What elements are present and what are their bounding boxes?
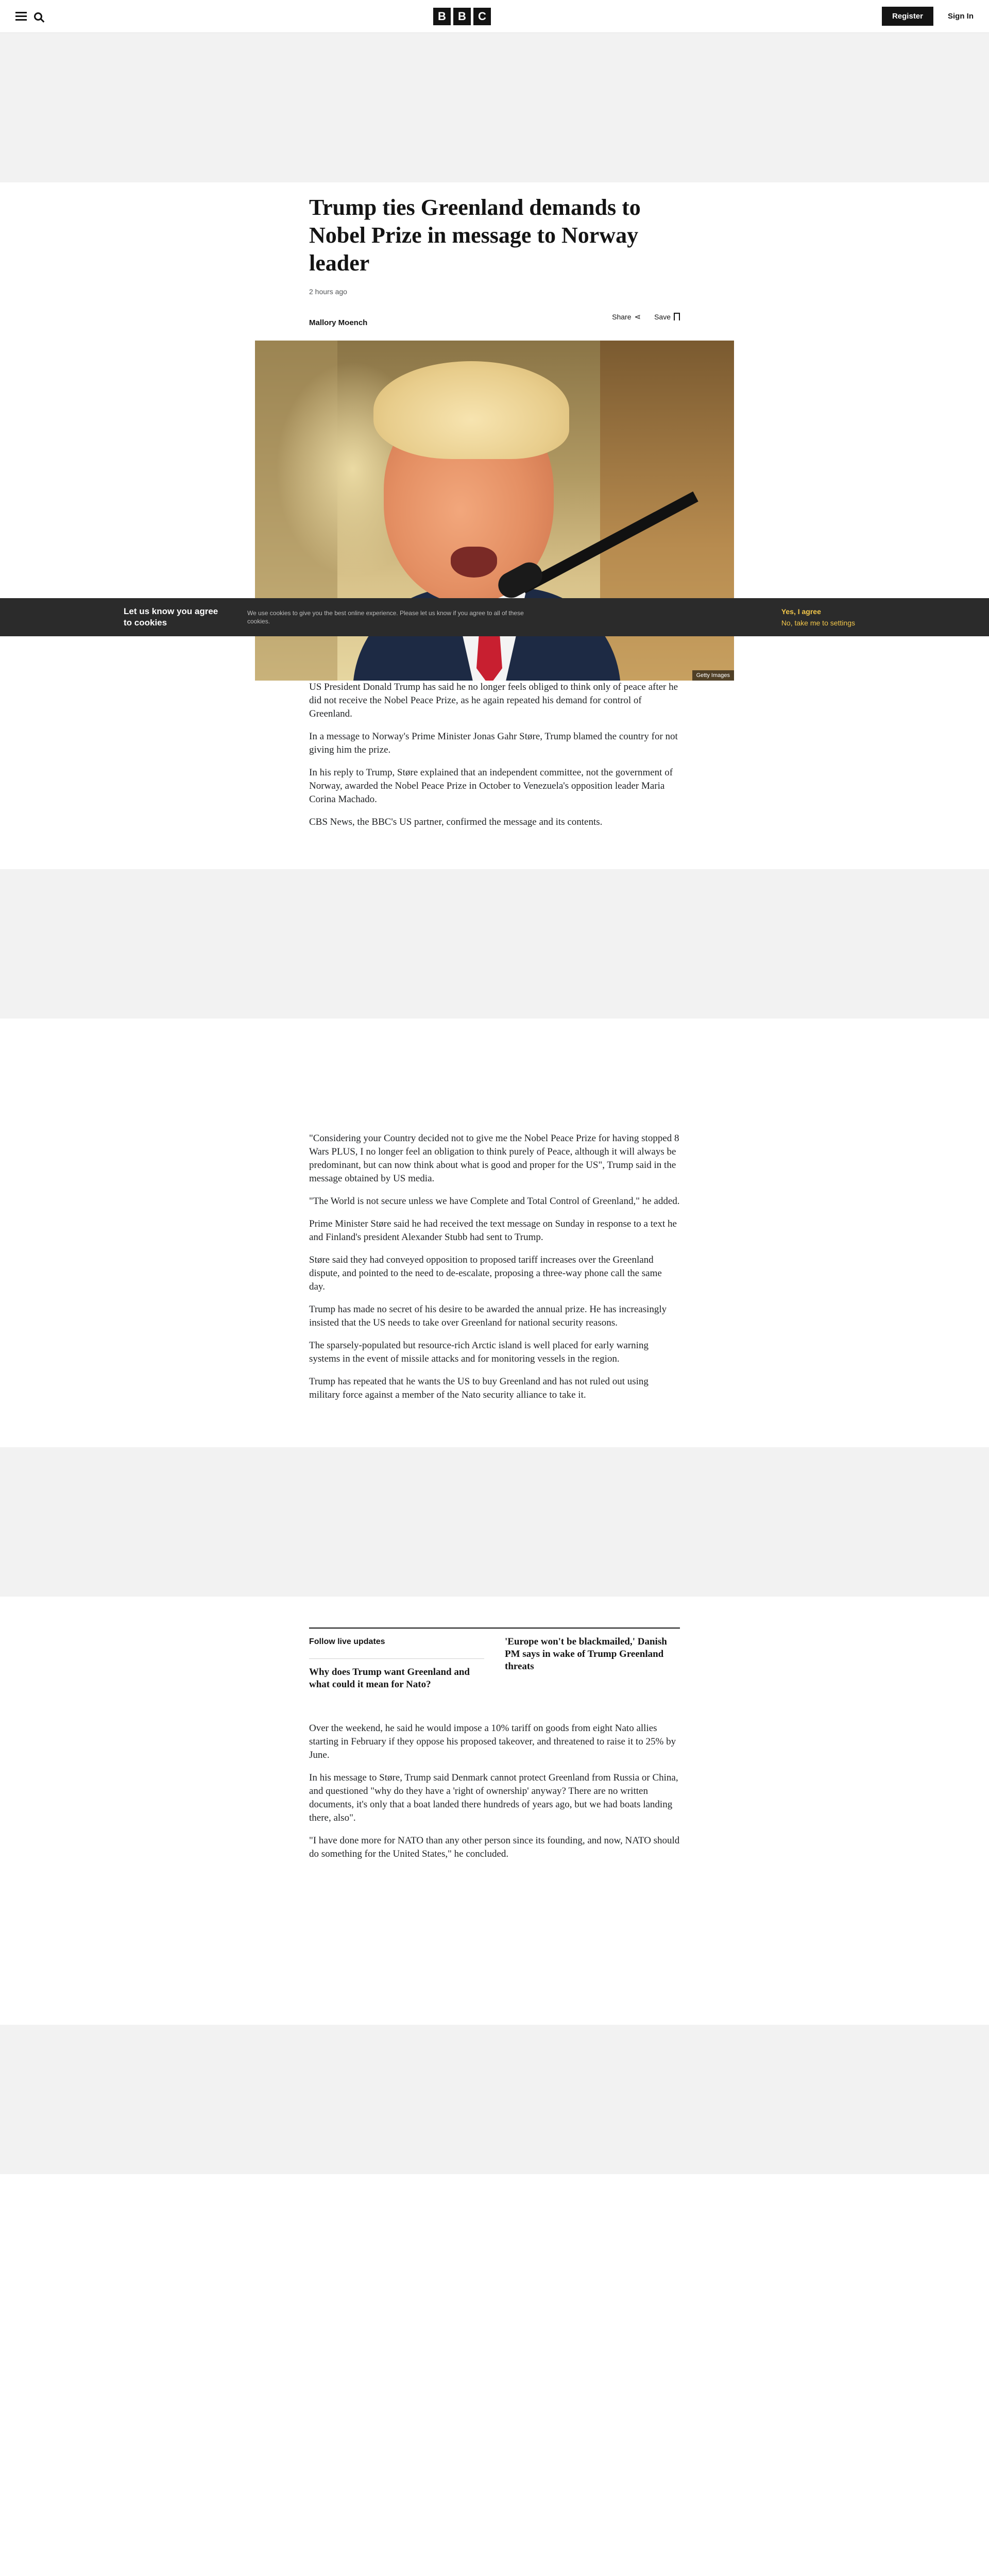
cookie-banner bbox=[0, 598, 989, 636]
paragraph: CBS News, the BBC's US partner, confirmed the message and its contents. bbox=[309, 817, 603, 827]
menu-icon[interactable] bbox=[15, 12, 27, 21]
article-body-3 bbox=[309, 1722, 680, 1861]
bbc-logo[interactable] bbox=[433, 8, 491, 25]
byline[interactable]: Mallory Moench bbox=[309, 318, 368, 327]
save-button[interactable] bbox=[654, 312, 680, 321]
register-button[interactable]: Register bbox=[882, 7, 933, 26]
paragraph: Trump has made no secret of his desire to be awarded the annual prize. He has increasingly insisted that the US needs to take over Greenland for national security reasons. bbox=[309, 1304, 667, 1328]
paragraph: Støre said they had conveyed opposition to proposed tariff increases over the Greenland dispute, and pointed to the need to de-escalate, proposing a three-way phone call the same day. bbox=[309, 1255, 662, 1292]
share-button[interactable] bbox=[612, 312, 641, 321]
header-left bbox=[15, 12, 42, 21]
cookie-accept-button[interactable]: Yes, I agree bbox=[781, 607, 821, 616]
sign-in-link[interactable]: Sign In bbox=[948, 12, 974, 21]
paragraph: In his message to Støre, Trump said Denmark cannot protect Greenland from Russia or China, and questioned "why do they have a 'right of ownership' anyway? There are no written documents, it's only that a boat landed there hundreds of years ago, but we had boats landing there, also". bbox=[309, 1772, 678, 1823]
paragraph: Prime Minister Støre said he had received the text message on Sunday in response to a text he and Finland's president Alexander Stubb had sent to Trump. bbox=[309, 1218, 677, 1243]
related-link-live[interactable]: Follow live updates bbox=[309, 1637, 385, 1646]
image-credit: Getty Images bbox=[692, 670, 734, 681]
paragraph: "I have done more for NATO than any other person since its founding, and now, NATO should do something for the United States," he concluded. bbox=[309, 1835, 680, 1859]
advert-slot bbox=[0, 1447, 989, 1597]
related-link[interactable]: Why does Trump want Greenland and what could it mean for Nato? bbox=[309, 1658, 484, 1701]
logo-letter: B bbox=[433, 8, 451, 25]
share-icon: ⋖ bbox=[634, 312, 641, 321]
paragraph: The sparsely-populated but resource-rich Arctic island is well placed for early warning systems in the event of missile attacks and for monitoring vessels in the region. bbox=[309, 1340, 649, 1364]
related-link[interactable]: 'Europe won't be blackmailed,' Danish PM says in wake of Trump Greenland threats bbox=[505, 1636, 667, 1672]
related-links-1 bbox=[309, 1628, 680, 1722]
meta-row bbox=[309, 306, 680, 327]
paragraph: In a message to Norway's Prime Minister Jonas Gahr Støre, Trump blamed the country for not giving him the prize. bbox=[309, 731, 678, 755]
paragraph: "Considering your Country decided not to give me the Nobel Peace Prize for having stopped 8 Wars PLUS, I no longer feel an obligation to think purely of Peace, although it will always be predominant, but can now think about what is good and proper for the US", Trump said in the message obtained by US media. bbox=[309, 1133, 679, 1184]
cookie-text: We use cookies to give you the best online experience. Please let us know if you agree to all of these cookies. bbox=[247, 609, 524, 625]
article-tools bbox=[612, 312, 680, 321]
headline: Trump ties Greenland demands to Nobel Prize in message to Norway leader bbox=[309, 195, 641, 276]
site-header bbox=[0, 0, 989, 33]
cookie-settings-button[interactable]: No, take me to settings bbox=[781, 619, 855, 627]
share-label: Share bbox=[612, 312, 632, 321]
logo-letter: C bbox=[473, 8, 491, 25]
advert-slot bbox=[0, 2025, 989, 2174]
bookmark-icon bbox=[674, 313, 680, 320]
search-icon[interactable] bbox=[34, 12, 42, 21]
advert-slot bbox=[0, 869, 989, 1019]
logo-letter: B bbox=[453, 8, 471, 25]
article-header bbox=[309, 182, 680, 327]
header-right bbox=[882, 7, 974, 26]
cookie-title: Let us know you agree to cookies bbox=[124, 606, 218, 628]
paragraph: In his reply to Trump, Støre explained that an independent committee, not the government of Norway, awarded the Nobel Peace Prize in October to Venezuela's opposition leader Maria Corina Machado. bbox=[309, 767, 673, 805]
article-body-1 bbox=[309, 681, 680, 829]
save-label: Save bbox=[654, 312, 671, 321]
paragraph: Trump has repeated that he wants the US to buy Greenland and has not ruled out using military force against a member of the Nato security alliance to take it. bbox=[309, 1376, 649, 1400]
paragraph: "The World is not secure unless we have Complete and Total Control of Greenland," he added. bbox=[309, 1196, 680, 1207]
timestamp: 2 hours ago bbox=[309, 287, 347, 296]
paragraph: Over the weekend, he said he would impose a 10% tariff on goods from eight Nato allies starting in February if they oppose his proposed takeover, and threatened to raise it to 25% by June. bbox=[309, 1723, 676, 1760]
article-body-2 bbox=[309, 1132, 680, 1402]
paragraph: US President Donald Trump has said he no longer feels obliged to think only of peace after he did not receive the Nobel Peace Prize, as he again repeated his demand for control of Greenland. bbox=[309, 682, 678, 719]
advert-slot bbox=[0, 33, 989, 182]
